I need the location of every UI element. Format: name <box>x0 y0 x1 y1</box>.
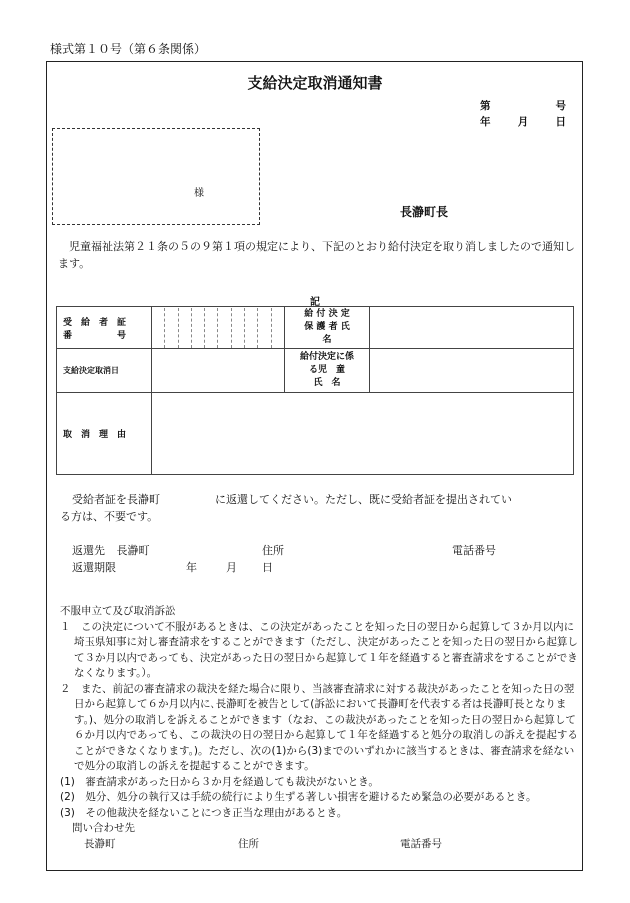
guardian-label-line3: 名 <box>322 335 332 345</box>
guardian-label-line1: 給 付 決 定 <box>304 309 350 319</box>
appeal-paragraph-2: ２ また、前記の審査請求の裁決を経た場合に限り、当該審査請求に対する裁決があったことを知った日の翌日から起算して６か月以内に､長瀞町を被告として(訴訟において長瀞町を代表する者は長瀞町長となります。)、処分の取消しを訴えることができます（なお、この裁決があったことを知った日の翌日から起算して６か月以内であっても、この裁決の日の翌日から起算して１年を経過すると処分の取消しの訴えを提起することができなくなります。)。ただし、次の(1)から(3)までのいずれかに該当するときは、審査請求を経ないで処分の取消しの訴えを提起することができます。 <box>60 682 578 772</box>
date-month: 月 <box>517 116 529 128</box>
details-table <box>56 306 574 475</box>
return-destination <box>72 542 572 576</box>
appeal-item-2: (2) 処分、処分の執行又は手続の続行により生ずる著しい損害を避けるため緊急の必要があるとき。 <box>60 791 537 803</box>
child-name-value[interactable] <box>370 349 574 393</box>
notice-date-line <box>480 114 566 129</box>
date-year: 年 <box>480 116 491 128</box>
contact-address: 住所 <box>238 837 259 850</box>
issuer-name: 長瀞町長 <box>400 205 449 219</box>
intro-paragraph: 児童福祉法第２１条の５の９第１項の規定により、下記のとおり給付決定を取り消しましたので通知します。 <box>58 240 575 270</box>
ki-heading: 記 <box>310 297 320 308</box>
contact-heading: 問い合わせ先 <box>72 822 135 834</box>
guardian-label-line2: 保 護 者 氏 <box>304 322 350 332</box>
date-day: 日 <box>555 116 566 128</box>
cert-no-value[interactable] <box>152 307 285 349</box>
return-to-label: 返還先 <box>72 544 105 557</box>
return-deadline-day: 日 <box>262 561 273 574</box>
child-label-line1: 給付決定に係 <box>299 352 354 362</box>
cancel-date-value[interactable] <box>152 349 285 393</box>
recipient-suffix: 様 <box>194 188 204 199</box>
return-text-line1: 受給者証を長瀞町 に返還してください。ただし、既に受給者証を提出されてい <box>72 493 512 506</box>
child-label <box>285 349 370 393</box>
recipient-address-box <box>52 128 260 225</box>
return-deadline-year: 年 <box>186 561 197 574</box>
cert-no-digit-boxes <box>152 308 284 348</box>
appeal-item-3: (3) その他裁決を経ないことにつき正当な理由があるとき。 <box>60 806 348 819</box>
contact-phone: 電話番号 <box>400 837 442 850</box>
number-prefix: 第 <box>480 100 491 112</box>
guardian-name-value[interactable] <box>370 307 574 349</box>
number-suffix: 号 <box>555 100 566 112</box>
return-text-line2: る方は、不要です。 <box>60 510 159 523</box>
form-number: 様式第１０号（第６条関係） <box>50 42 207 56</box>
guardian-label <box>285 307 370 349</box>
return-to-town: 長瀞町 <box>116 544 150 557</box>
child-label-line3: 氏 名 <box>313 378 341 388</box>
appeal-paragraph-1: １ この決定について不服があるときは、この決定があったことを知った日の翌日から起算して３か月以内に埼玉県知事に対し審査請求をすることができます（ただし、決定があったことを知った日の翌日から起算して３か月以内であっても、決定があった日の翌日から起算して１年を経過すると審査請求をすることができなくなります。）。 <box>60 620 578 679</box>
notice-number-line <box>480 98 566 113</box>
contact-town: 長瀞町 <box>84 837 116 850</box>
cert-no-label-line1: 受 給 者 証 <box>63 317 127 328</box>
appeal-heading: 不服申立て及び取消訴訟 <box>60 605 176 617</box>
return-to-phone: 電話番号 <box>452 544 496 557</box>
child-label-line2: る児 童 <box>308 365 345 375</box>
cert-no-label <box>57 307 152 349</box>
return-deadline-month: 月 <box>226 561 237 574</box>
cancel-date-label: 支給決定取消日 <box>57 349 152 393</box>
appeal-item-1: (1) 審査請求があった日から３か月を経過しても裁決がないとき。 <box>60 775 379 788</box>
cert-no-label-line2: 番 号 <box>63 330 127 341</box>
appeal-section <box>60 604 578 853</box>
contact-line <box>60 837 578 853</box>
return-to-address: 住所 <box>262 544 284 557</box>
return-deadline-label: 返還期限 <box>72 561 116 574</box>
return-paragraph <box>60 491 580 525</box>
reason-value[interactable] <box>152 393 574 475</box>
reason-label: 取 消 理 由 <box>57 393 152 475</box>
page-title: 支給決定取消通知書 <box>247 74 383 92</box>
